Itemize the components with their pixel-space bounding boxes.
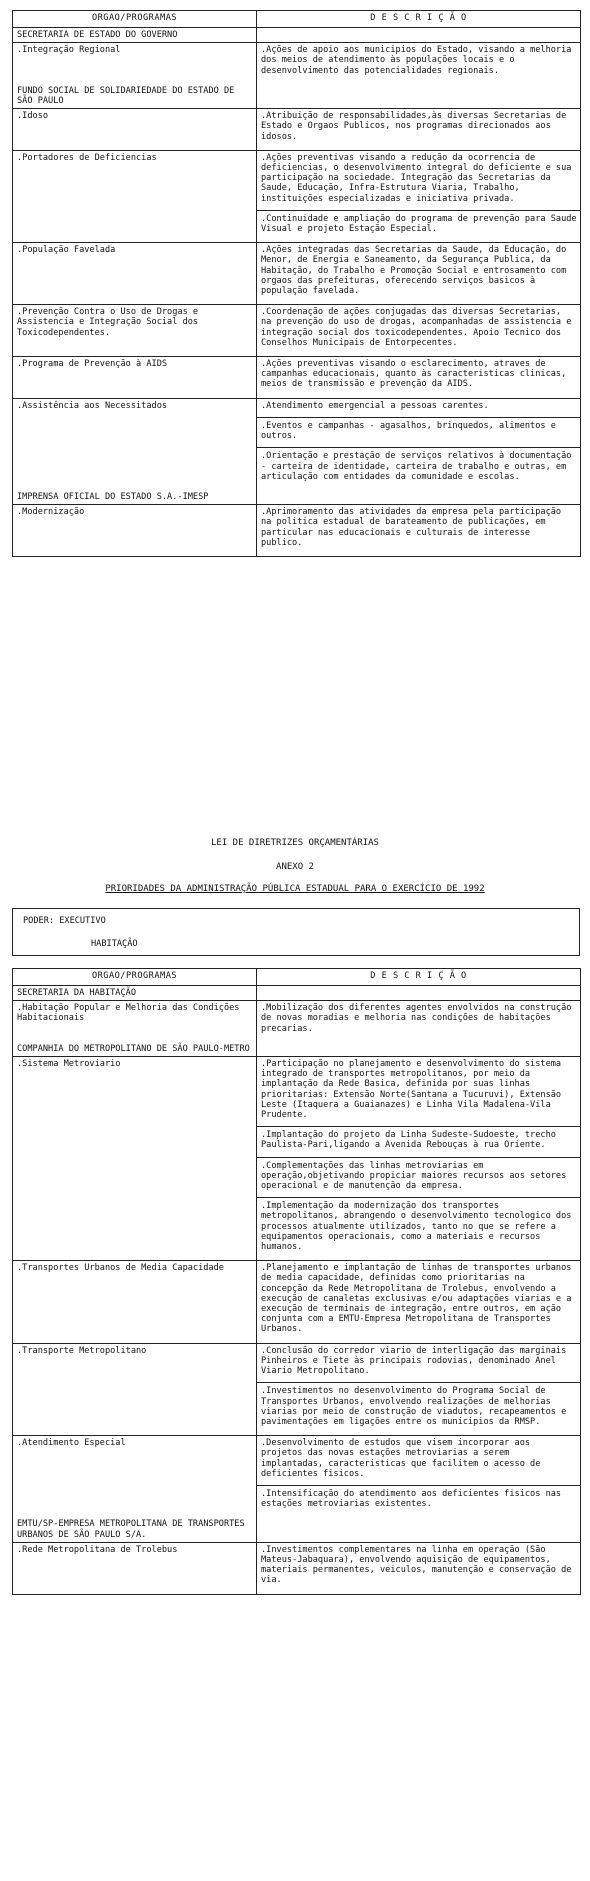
table-row xyxy=(13,150,581,242)
table-row xyxy=(13,84,581,109)
program-description xyxy=(257,1042,581,1057)
description-paragraph: .Investimentos no desenvolvimento do Programa Social de Transportes Urbanos, envolvendo realizações de melhorias viarias por meio de construção de viadutos, recapeamentos e pavimentações em ligações entre os municipios da RMSP. xyxy=(257,1382,580,1427)
power-label: PODER: EXECUTIVO xyxy=(23,916,106,926)
table-row xyxy=(13,243,581,305)
table-row xyxy=(13,1517,581,1542)
program-description xyxy=(257,1343,581,1435)
program-description xyxy=(257,1542,581,1594)
program-description xyxy=(257,1001,581,1042)
program-name: .Rede Metropolitana de Trolebus xyxy=(13,1542,257,1594)
table-row xyxy=(13,1001,581,1042)
program-description xyxy=(257,28,581,43)
table-row xyxy=(13,28,581,43)
table-row xyxy=(13,1436,581,1518)
program-description xyxy=(257,398,581,490)
program-name: .Habitação Popular e Melhoria das Condições Habitacionais xyxy=(13,1001,257,1042)
program-name: .Transportes Urbanos de Media Capacidade xyxy=(13,1261,257,1343)
program-name: COMPANHIA DO METROPOLITANO DE SÃO PAULO-METRO xyxy=(13,1042,257,1057)
program-name: EMTU/SP-EMPRESA METROPOLITANA DE TRANSPORTES URBANOS DE SÃO PAULO S/A. xyxy=(13,1517,257,1542)
program-name: .Modernização xyxy=(13,505,257,557)
description-paragraph: .Atendimento emergencial a pessoas carentes. xyxy=(261,400,489,411)
table-row xyxy=(13,1057,581,1261)
programs-table-2 xyxy=(12,968,581,1595)
program-name: .Sistema Metroviario xyxy=(13,1057,257,1261)
program-name: .Integração Regional xyxy=(13,43,257,84)
table-row xyxy=(13,505,581,557)
area-label: HABITAÇÃO xyxy=(91,939,138,949)
program-description xyxy=(257,1436,581,1518)
program-description xyxy=(257,150,581,242)
description-paragraph: .Ações integradas das Secretarias da Saude, da Educação, do Menor, de Energia e Saneamento, da Segurança Publica, da Habitação, do Trabalho e Promoção Social e entrosamento com orgaos das prefeituras, oferecendo serviços basicos à população favelada. xyxy=(261,245,567,297)
program-description xyxy=(257,986,581,1001)
law-title: LEI DE DIRETRIZES ORÇAMENTÁRIAS xyxy=(211,838,379,848)
program-description xyxy=(257,109,581,151)
description-paragraph: .Planejamento e implantação de linhas de transportes urbanos de media capacidade, definidas como prioritarias na concepção da Rede Metropolitana de Trolebus, envolvendo a execução de canaletas exclusivas e/ou adaptações viarias e a execução de terminais de integração, entre outros, em ação conjunta com a EMTU-Empresa Metropolitana de Transportes Urbanos. xyxy=(261,1263,572,1335)
program-description xyxy=(257,305,581,357)
column-header-orgao: ORGAO/PROGRAMAS xyxy=(13,11,257,28)
program-description xyxy=(257,43,581,84)
description-paragraph: .Ações de apoio aos municipios do Estado, visando a melhoria dos meios de atendimento às populações locais e o desenvolvimento das potencialidades regionais. xyxy=(261,45,572,76)
program-name: .Programa de Prevenção à AIDS xyxy=(13,357,257,399)
program-description xyxy=(257,490,581,505)
program-description xyxy=(257,84,581,109)
power-box xyxy=(12,908,580,956)
column-header-descricao: D E S C R I Ç Ã O xyxy=(257,969,581,986)
priorities-title: PRIORIDADES DA ADMINISTRAÇÃO PÚBLICA ESTADUAL PARA O EXERCÍCIO DE 1992 xyxy=(105,884,485,894)
description-paragraph: .Intensificação do atendimento aos deficientes fisicos nas estações metroviarias existentes. xyxy=(257,1485,580,1509)
column-header-orgao: ORGAO/PROGRAMAS xyxy=(13,969,257,986)
program-name: .População Favelada xyxy=(13,243,257,305)
program-description xyxy=(257,1057,581,1261)
table-row xyxy=(13,490,581,505)
program-name: SECRETARIA DE ESTADO DO GOVERNO xyxy=(13,28,257,43)
table-row xyxy=(13,43,581,84)
table-row xyxy=(13,1542,581,1594)
column-header-descricao: D E S C R I Ç Ã O xyxy=(257,11,581,28)
description-paragraph: .Atribuição de responsabilidades,às diversas Secretarias de Estado e Orgaos Publicos, nos programas direcionados aos idosos. xyxy=(261,111,567,142)
description-paragraph: .Implantação do projeto da Linha Sudeste-Sudoeste, trecho Paulista-Pari,ligando a Avenida Rebouças à rua Oriente. xyxy=(257,1126,580,1150)
program-name: FUNDO SOCIAL DE SOLIDARIEDADE DO ESTADO DE SÃO PAULO xyxy=(13,84,257,109)
description-paragraph: .Mobilização dos diferentes agentes envolvidos na construção de novas moradias e melhoria nas condições de habitações precarias. xyxy=(261,1003,572,1034)
programs-table-1 xyxy=(12,10,581,557)
program-description xyxy=(257,357,581,399)
description-paragraph: .Participação no planejamento e desenvolvimento do sistema integrado de transportes metropolitanos, por meio da implantação da Rede Basica, definida por suas linhas prioritarias: Extensão Norte(Santana a Tucuruvi), Extensão Leste (Itaquera a Guaianazes) e Linha Vila Madalena-Vila Prudente. xyxy=(261,1059,562,1121)
description-paragraph: .Eventos e campanhas - agasalhos, brinquedos, alimentos e outros. xyxy=(257,417,580,441)
program-name: .Atendimento Especial xyxy=(13,1436,257,1518)
program-name: .Portadores de Deficiencias xyxy=(13,150,257,242)
description-paragraph: .Conclusão do corredor viario de interligação das marginais Pinheiros e Tiete às principais rodovias, denominado Anel Viario Metropolitano. xyxy=(261,1345,567,1377)
description-paragraph: .Desenvolvimento de estudos que visem incorporar aos projetos das novas estações metroviarias a serem implantadas, caracteristicas que facilitem o acesso de deficientes fisicos. xyxy=(261,1438,541,1479)
description-paragraph: .Ações preventivas visando o esclarecimento, atraves de campanhas educacionais, quanto às caracteristicas clinicas, meios de transmissão e prevenção da AIDS. xyxy=(261,359,567,390)
description-paragraph: .Implementação da modernização dos transportes metropolitanos, abrangendo o desenvolvimento tecnologico dos processos atualmente utilizados, tanto no que se refere a equipamentos operacionais, como a materiais e recursos humanos. xyxy=(257,1197,580,1252)
program-description xyxy=(257,1517,581,1542)
annex-title: ANEXO 2 xyxy=(276,862,314,872)
description-paragraph: .Ações preventivas visando a redução da ocorrencia de deficiencias, o desenvolvimento integral do deficiente e sua participação na sociedade. Integração das Secretarias da Saude, Educação, Infra-Estrutura Viaria, Trabalho, instituições especializadas e iniciativa privada. xyxy=(261,152,572,204)
program-description xyxy=(257,1261,581,1343)
program-description xyxy=(257,505,581,557)
table-row xyxy=(13,109,581,151)
description-paragraph: .Orientação e prestação de serviços relativos à documentação - carteira de identidade, carteira de trabalho e outras, em articulação com entidades da comunidade e escolas. xyxy=(257,447,580,482)
program-name: .Assistência aos Necessitados xyxy=(13,398,257,490)
description-paragraph: .Coordenação de ações conjugadas das diversas Secretarias, na prevenção do uso de drogas, acompanhadas de assistencia e integração social dos toxicodependentes. Apoio Tecnico dos Conselhos Municipais de Entorpecentes. xyxy=(261,307,572,348)
program-name: .Transporte Metropolitano xyxy=(13,1343,257,1435)
table-row xyxy=(13,305,581,357)
table-row xyxy=(13,357,581,399)
program-name: IMPRENSA OFICIAL DO ESTADO S.A.-IMESP xyxy=(13,490,257,505)
description-paragraph: .Aprimoramento das atividades da empresa pela participação na politica estadual de barateamento de publicações, em particular nas educacionais e culturais de interesse publico. xyxy=(261,507,562,548)
description-paragraph: .Complementações das linhas metroviarias em operação,objetivando propiciar maiores recursos aos setores operacional e de manutenção da empresa. xyxy=(257,1157,580,1192)
table-row xyxy=(13,1343,581,1435)
table-row xyxy=(13,1261,581,1343)
table-row xyxy=(13,398,581,490)
program-name: .Idoso xyxy=(13,109,257,151)
description-paragraph: .Investimentos complementares na linha em operação (São Mateus-Jabaquara), envolvendo aquisição de equipamentos, materiais permanentes, veiculos, manutenção e conservação de via. xyxy=(261,1544,572,1586)
program-name: SECRETARIA DA HABITAÇÃO xyxy=(13,986,257,1001)
description-paragraph: .Continuidade e ampliação do programa de prevenção para Saude Visual e projeto Estação Especial. xyxy=(257,210,580,234)
program-description xyxy=(257,243,581,305)
program-name: .Prevenção Contra o Uso de Drogas e Assistencia e Integração Social dos Toxicodependentes. xyxy=(13,305,257,357)
table-row xyxy=(13,986,581,1001)
table-row xyxy=(13,1042,581,1057)
